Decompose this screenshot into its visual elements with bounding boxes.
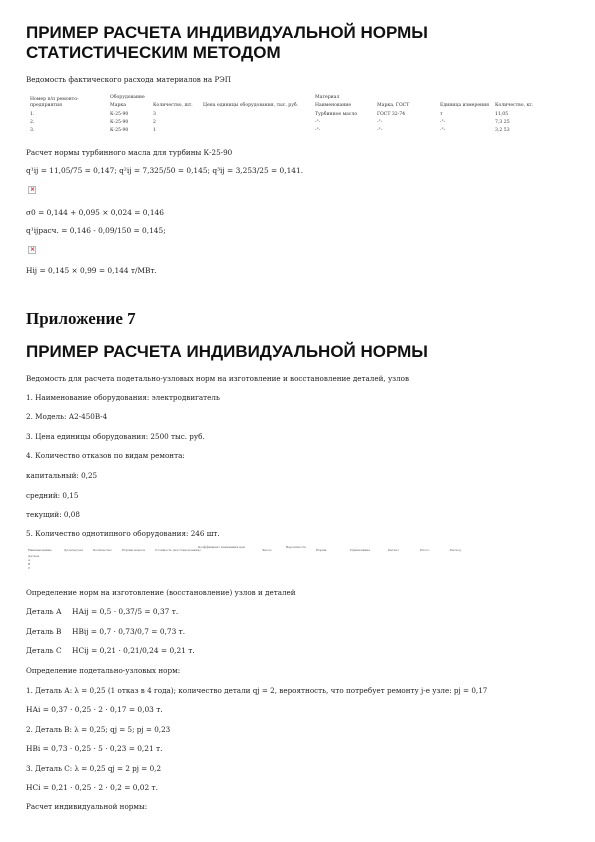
part-b-formula: НВi = 0,73 · 0,25 · 5 · 0,23 = 0,21 т. — [26, 744, 163, 753]
detail-b-label: Деталь В — [26, 627, 62, 636]
table-header: Количество, кг. — [495, 103, 534, 108]
norms-title: Определение норм на изготовление (восстановление) узлов и деталей — [26, 588, 296, 597]
formula-q: q¹ij = 11,05/75 = 0,147; q²ij = 7,325/50 = 0,145; q³ij = 3,253/25 = 0,141. — [26, 166, 304, 175]
tiny-table-header: Нормы износа — [122, 548, 145, 552]
table-cell: -"- — [377, 128, 383, 133]
table-cell: К-25-90 — [110, 112, 129, 117]
broken-image-icon: × — [30, 246, 36, 253]
table-header: Наименование — [315, 103, 352, 108]
table-cell: -"- — [315, 120, 321, 125]
tiny-table-cell: Деталь — [28, 554, 40, 558]
section2-subtitle: Ведомость для расчета подетально-узловых норм на изготовление и восстановление деталей, узлов — [26, 374, 410, 383]
tiny-table-header: Количество — [93, 548, 112, 552]
nodal-title: Определение подетально-узловых норм: — [26, 666, 181, 675]
item-model: 2. Модель: А2-450В-4 — [26, 412, 108, 421]
tiny-table-cell: С — [28, 566, 31, 570]
item-price: 3. Цена единицы оборудования: 2500 тыс. руб. — [26, 432, 205, 441]
table-header: Марка — [110, 103, 126, 108]
formula-qcalc: q¹ijрасч. = 0,146 - 0,09/150 = 0,145; — [26, 226, 166, 235]
repair-medium: средний: 0,15 — [26, 491, 79, 500]
tiny-table-header: Стоимость (восстановления) — [155, 548, 201, 552]
detail-a-label: Деталь А — [26, 607, 62, 616]
table-header: Номер п/п ремонто-предприятия — [30, 97, 79, 108]
table-cell: 3 — [153, 112, 156, 117]
calc-title: Расчет нормы турбинного масла для турбины К-25-90 — [26, 148, 233, 157]
tiny-table-header: Вероятность — [286, 545, 307, 549]
repair-capital: капитальный: 0,25 — [26, 471, 98, 480]
tiny-table-header: Число — [262, 548, 272, 552]
section2-title: ПРИМЕР РАСЧЕТА ИНДИВИДУАЛЬНОЙ НОРМЫ — [26, 342, 428, 361]
part-a-formula: НАi = 0,37 · 0,25 · 2 · 0,17 = 0,03 т. — [26, 705, 163, 714]
part-c-desc: 3. Деталь С: λ = 0,25 qj = 2 pj = 0,2 — [26, 764, 162, 773]
tiny-table-header: Коэффициент изменения цен — [198, 545, 245, 549]
table-cell: -"- — [440, 120, 446, 125]
table-cell: -"- — [377, 120, 383, 125]
formula-h: Hij = 0,145 × 0,99 = 0,144 т/МВт. — [26, 266, 157, 275]
table-cell: 3. — [30, 128, 35, 133]
table-cell: К-25-90 — [110, 128, 129, 133]
part-c-formula: НСi = 0,21 · 0,25 · 2 · 0,2 = 0,02 т. — [26, 783, 158, 792]
final-calc-title: Расчет индивидуальной нормы: — [26, 802, 148, 811]
tiny-table-header: Расход — [450, 548, 461, 552]
repair-current: текущий: 0,08 — [26, 510, 80, 519]
table-group-equipment: Оборудование — [110, 95, 145, 100]
part-b-desc: 2. Деталь В: λ = 0,25; qj = 5; pj = 0,23 — [26, 725, 171, 734]
tiny-table-header: Расчет — [388, 548, 399, 552]
table-cell: -"- — [315, 128, 321, 133]
tiny-table-cell: В — [28, 562, 31, 566]
part-a-desc: 1. Деталь А: λ = 0,25 (1 отказ в 4 года); количество детали qj = 2, вероятность, что потребует ремонту j-е узле: pj = 0,17 — [26, 686, 488, 695]
item-count: 5. Количество однотипного оборудования: 246 шт. — [26, 529, 220, 538]
table-cell: К-25-90 — [110, 120, 129, 125]
table-header: Цена единицы оборудования, тыс. руб. — [203, 103, 299, 108]
table-cell: Турбинное масло — [315, 112, 358, 117]
table-cell: ГОСТ 32-74 — [377, 112, 406, 117]
appendix-heading: Приложение 7 — [26, 309, 136, 328]
detail-c-label: Деталь С — [26, 646, 62, 655]
detail-c-formula: НСij = 0,21 · 0,21/0,24 = 0,21 т. — [72, 646, 195, 655]
table-header: Количество, шт. — [153, 103, 193, 108]
detail-a-formula: НАij = 0,5 · 0,37/5 = 0,37 т. — [72, 607, 179, 616]
tiny-table-header: Норма — [316, 548, 327, 552]
table-cell: 2 — [153, 120, 156, 125]
broken-image-icon: × — [30, 186, 36, 193]
table-cell: 7,3 25 — [495, 120, 510, 125]
tiny-table-header: Наименование — [28, 548, 52, 552]
table-cell: 1 — [153, 128, 156, 133]
table-cell: -"- — [440, 128, 446, 133]
tiny-table-cell: А — [28, 558, 31, 562]
table-group-material: Материал — [315, 95, 340, 100]
tiny-table-header: Итого — [420, 548, 430, 552]
table-header: Марка, ГОСТ — [377, 103, 410, 108]
table-cell: 1. — [30, 112, 35, 117]
item-failures: 4. Количество отказов по видам ремонта: — [26, 451, 185, 460]
section1-subtitle: Ведомость фактического расхода материалов на РЭП — [26, 75, 232, 84]
tiny-table-header: Примечание — [350, 548, 371, 552]
tiny-table-header: Деталь/узел — [64, 548, 84, 552]
formula-sigma: σ0 = 0,144 + 0,095 × 0,024 = 0,146 — [26, 208, 164, 217]
table-cell: 11,05 — [495, 112, 509, 117]
detail-b-formula: НВij = 0,7 · 0,73/0,7 = 0,73 т. — [72, 627, 186, 636]
table-cell: 3,2 53 — [495, 128, 510, 133]
item-equipment: 1. Наименование оборудования: электродвигатель — [26, 393, 220, 402]
table-header: Единица измерения — [440, 103, 490, 108]
section1-title-line1: ПРИМЕР РАСЧЕТА ИНДИВИДУАЛЬНОЙ НОРМЫ — [26, 23, 428, 42]
table-cell: т — [440, 112, 443, 117]
table-cell: 2. — [30, 120, 35, 125]
section1-title-line2: СТАТИСТИЧЕСКИМ МЕТОДОМ — [26, 43, 281, 62]
